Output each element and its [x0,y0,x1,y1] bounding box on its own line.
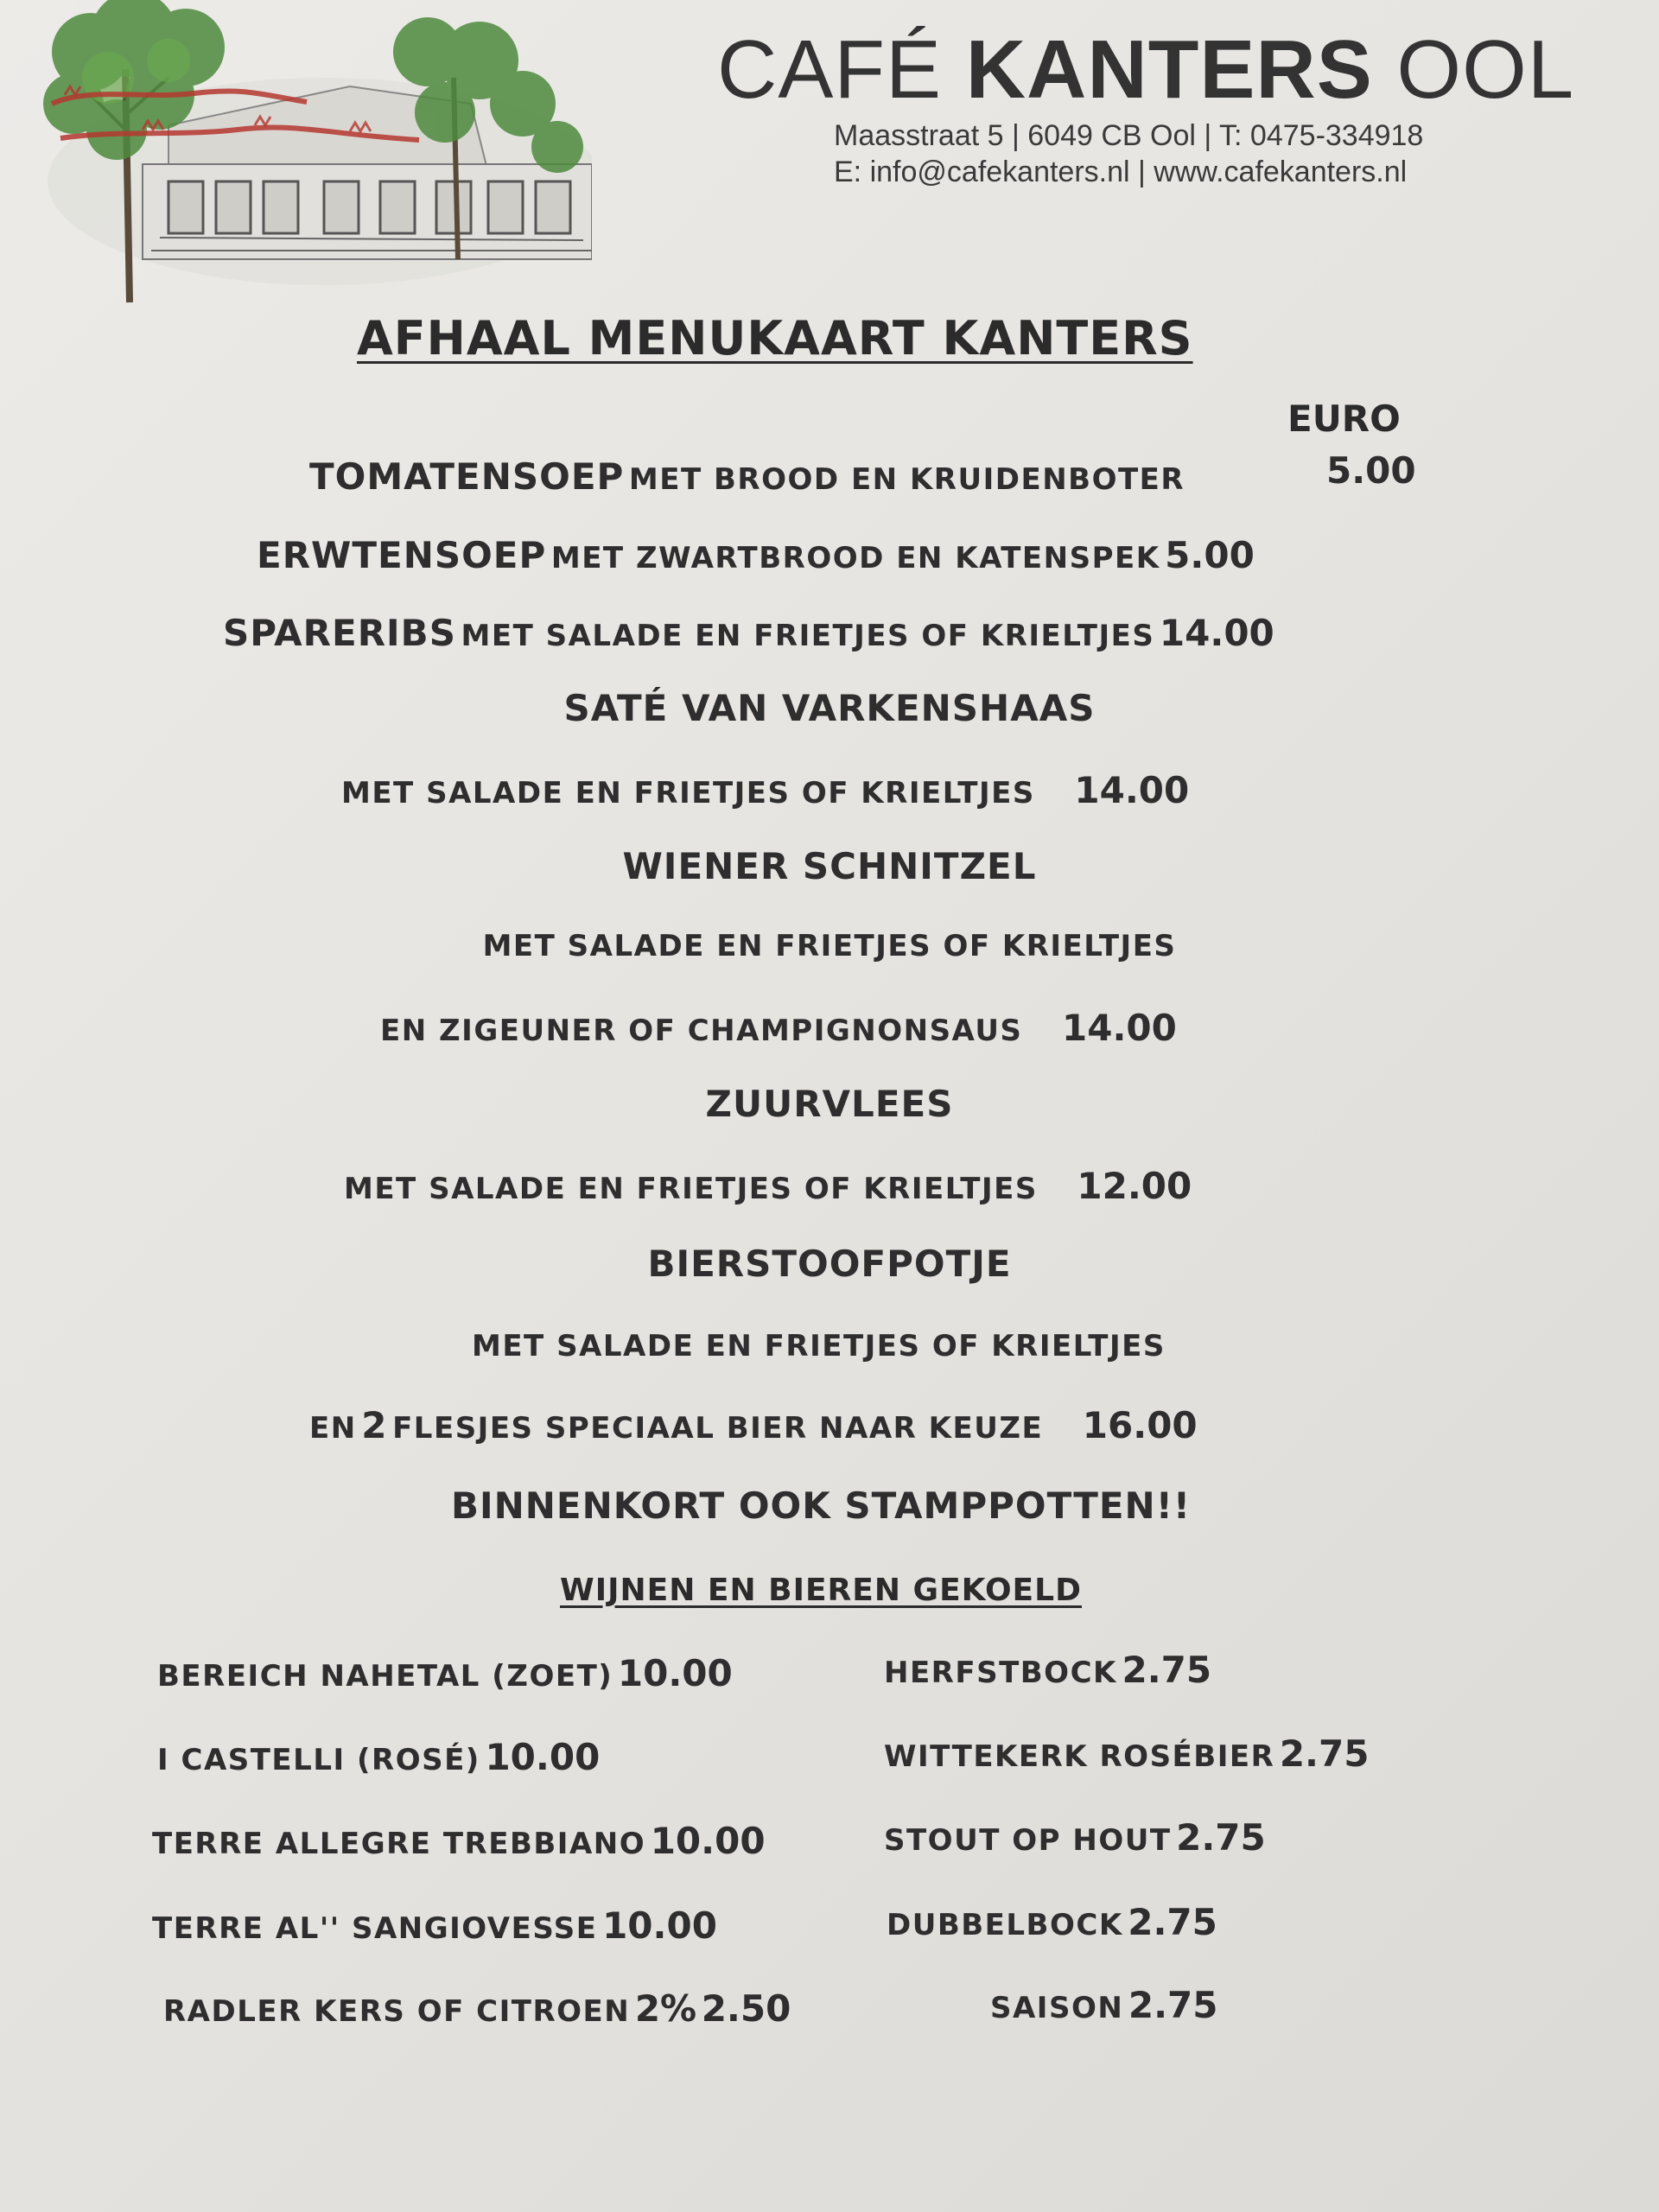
beer-item [884,1649,1211,1691]
beer-price: 2.75 [1128,1901,1217,1943]
item-description-prefix: EN [309,1411,357,1446]
beer-name: DUBBELBOCK [887,1908,1123,1942]
menu-item-schnitzel-name: WIENER SCHNITZEL [622,845,1037,887]
menu-title: AFHAAL MENUKAART KANTERS [357,311,1193,365]
wine-price: 10.00 [485,1736,601,1778]
item-price: 16.00 [1082,1404,1198,1446]
menu-item-spareribs [223,612,1274,654]
wine-item [157,1652,733,1694]
beer-item [990,1984,1218,2026]
announcement: BINNENKORT OOK STAMPPOTTEN!! [450,1484,1192,1527]
item-name: TOMATENSOEP [309,455,625,498]
menu-item-sate-desc [341,769,1189,811]
wine-name: RADLER KERS OF CITROEN [163,1994,631,2029]
currency-label: EURO [1287,397,1401,440]
wine-item [152,1904,717,1947]
beer-price: 2.75 [1128,1984,1218,2026]
menu-item-erwtensoep [257,534,1255,576]
cafe-name-prefix: CAFÉ [717,23,943,116]
beer-name: HERFSTBOCK [884,1656,1117,1690]
menu-item-zuurvlees-desc [344,1165,1192,1207]
email-website-line: E: info@cafekanters.nl | www.cafekanters.nl [834,156,1408,188]
menu-item-zuurvlees-name: ZUURVLEES [705,1083,954,1125]
wine-item [157,1736,600,1778]
wine-percentage: 2% [634,1987,697,2030]
wine-price: 2.50 [701,1987,791,2030]
cafe-illustration [39,0,592,311]
item-price: 5.00 [1165,534,1255,576]
item-description: MET SALADE EN FRIETJES OF KRIELTJES [344,1172,1038,1206]
address-line: Maasstraat 5 | 6049 CB Ool | T: 0475-334918 [834,119,1424,152]
item-price: 5.00 [1326,449,1416,492]
item-description: MET BROOD EN KRUIDENBOTER [628,462,1185,497]
cafe-name-suffix: OOL [1396,23,1575,116]
item-description-count: 2 [361,1404,388,1446]
wine-price: 10.00 [602,1904,717,1947]
wine-name: I CASTELLI (ROSÉ) [157,1743,480,1777]
beer-price: 2.75 [1176,1816,1266,1859]
wine-price: 10.00 [617,1652,733,1694]
item-description: MET SALADE EN FRIETJES OF KRIELTJES [461,619,1155,653]
menu-item-sate-name: SATÉ VAN VARKENSHAAS [563,687,1096,729]
item-description: FLESJES SPECIAAL BIER NAAR KEUZE [392,1411,1044,1446]
wine-price: 10.00 [650,1820,766,1862]
beer-item [884,1816,1266,1859]
beer-item [884,1732,1369,1775]
item-name: ERWTENSOEP [257,534,547,576]
menu-item-schnitzel-desc: MET SALADE EN FRIETJES OF KRIELTJES [482,929,1177,963]
item-name: SPARERIBS [223,612,456,654]
wine-item [163,1987,791,2030]
item-price: 12.00 [1077,1165,1192,1207]
item-description: EN ZIGEUNER OF CHAMPIGNONSAUS [380,1014,1023,1048]
beer-name: STOUT OP HOUT [884,1823,1172,1858]
cafe-name [717,22,1574,118]
wine-name: TERRE ALLEGRE TREBBIANO [152,1827,646,1861]
beer-item [887,1901,1217,1943]
beer-price: 2.75 [1279,1732,1370,1775]
item-description: MET SALADE EN FRIETJES OF KRIELTJES [341,776,1035,810]
item-description: MET ZWARTBROOD EN KATENSPEK [550,541,1160,575]
item-price: 14.00 [1159,612,1274,654]
drinks-title: WIJNEN EN BIEREN GEKOELD [560,1573,1082,1608]
cafe-name-bold: KANTERS [965,23,1373,116]
item-price: 14.00 [1074,769,1190,811]
menu-item-bierstoofpotje-extra [309,1404,1198,1446]
beer-price: 2.75 [1122,1649,1212,1691]
wine-item [152,1820,766,1862]
item-price: 14.00 [1062,1007,1177,1049]
menu-item-schnitzel-sauce [380,1007,1177,1049]
beer-name: WITTEKERK ROSÉBIER [884,1739,1275,1774]
menu-item-bierstoofpotje-name: BIERSTOOFPOTJE [647,1243,1012,1285]
menu-item-tomatensoep [309,455,1185,498]
wine-name: BEREICH NAHETAL (ZOET) [157,1659,613,1694]
wine-name: TERRE AL'' SANGIOVESSE [152,1911,598,1946]
beer-name: SAISON [990,1991,1124,2025]
menu-item-bierstoofpotje-desc: MET SALADE EN FRIETJES OF KRIELTJES [472,1329,1166,1363]
